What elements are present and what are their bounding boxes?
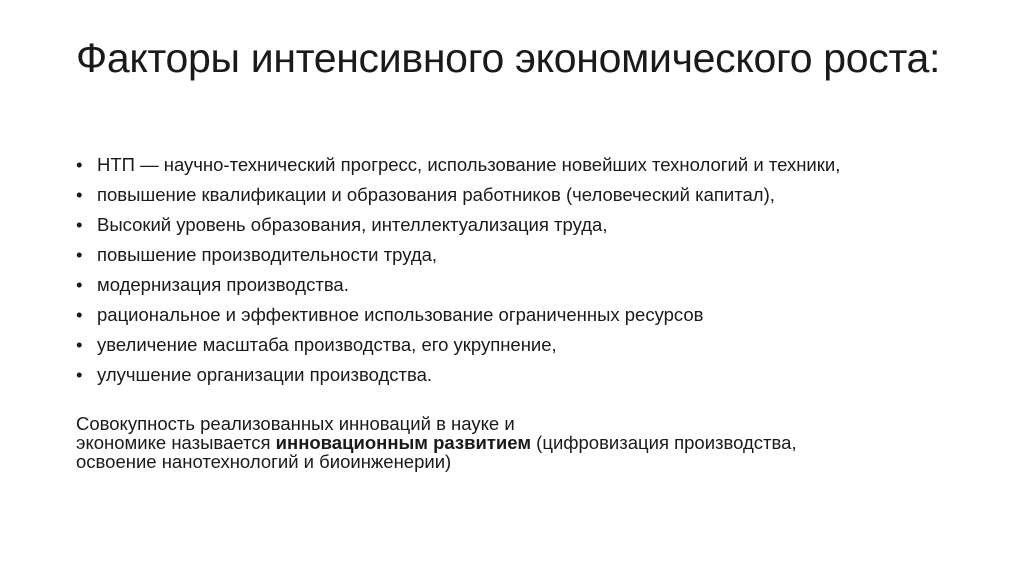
bullet-item [76,155,936,174]
summary-line-2-post: (цифровизация производства, [531,432,797,453]
bullet-text: повышение квалификации и образования работников (человеческий капитал), [97,184,775,205]
bullet-dot: • [76,304,83,325]
bullet-item [76,305,936,324]
bullet-dot: • [76,184,83,205]
bullet-item [76,215,936,234]
bullet-dot: • [76,214,83,235]
bullet-item [76,365,936,384]
bullet-text: модернизация производства. [97,274,349,295]
summary-line-1: Совокупность реализованных инноваций в науке и [76,413,515,434]
bullet-text: Высокий уровень образования, интеллектуализация труда, [97,214,608,235]
summary-line-2 [76,433,936,452]
bullet-dot: • [76,334,83,355]
bullet-text: повышение производительности труда, [97,244,438,265]
bullet-item [76,275,936,294]
summary-emphasis: инновационным развитием [275,432,532,453]
summary-line-2-pre: экономике называется [76,432,276,453]
bullet-text: НТП — научно-технический прогресс, использование новейших технологий и техники, [97,154,841,175]
bullet-item [76,245,936,264]
bullet-dot: • [76,274,83,295]
bullet-list [76,155,936,395]
bullet-text: улучшение организации производства. [97,364,433,385]
bullet-dot: • [76,244,83,265]
bullet-item [76,185,936,204]
summary-line-3: освоение нанотехнологий и биоинженерии) [76,451,452,472]
bullet-dot: • [76,364,83,385]
summary-paragraph [76,414,936,471]
slide-title: Факторы интенсивного экономического роста: [76,35,941,81]
bullet-text: рациональное и эффективное использование ограниченных ресурсов [97,304,704,325]
bullet-item [76,335,936,354]
bullet-dot: • [76,154,83,175]
bullet-text: увеличение масштаба производства, его укрупнение, [97,334,557,355]
